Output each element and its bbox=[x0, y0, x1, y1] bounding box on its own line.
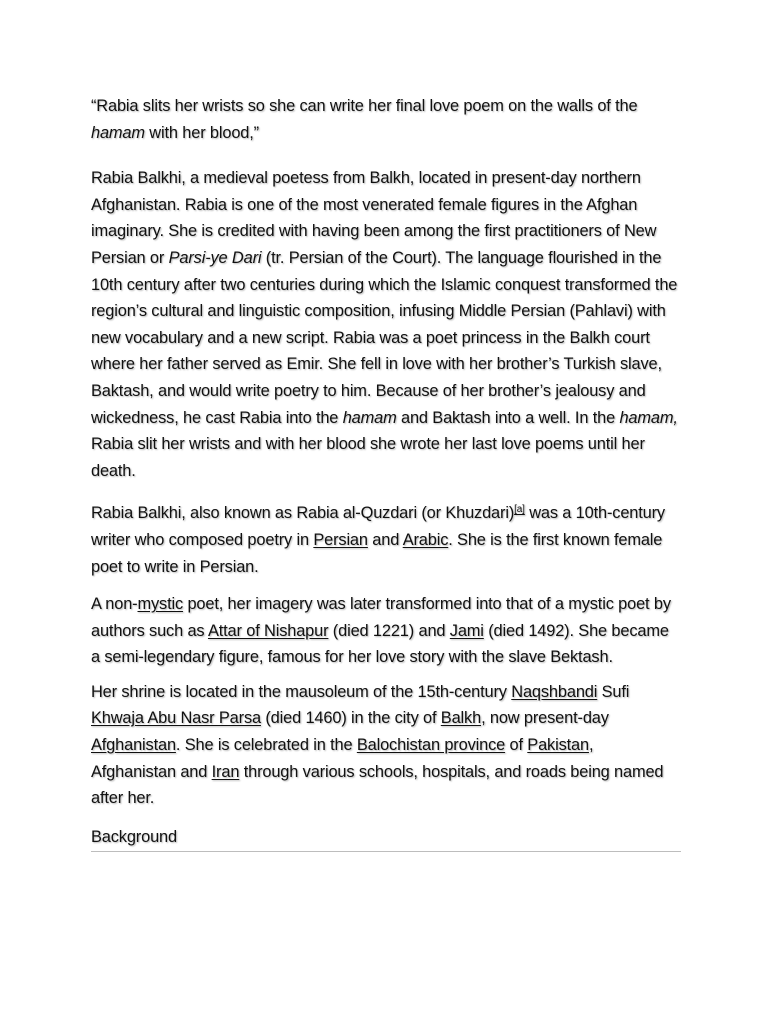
paragraph-text: Her shrine is located in the mausoleum of the 15th-century bbox=[91, 682, 512, 701]
section-heading-background: Background bbox=[91, 827, 177, 846]
link-mystic[interactable]: mystic bbox=[137, 595, 184, 614]
link-pakistan[interactable]: Pakistan bbox=[527, 736, 589, 755]
emphasis-hamam: hamam, bbox=[619, 408, 678, 427]
paragraph-text: poet, her imagery was later transformed into that of a mystic poet by authors such as bbox=[91, 595, 671, 640]
paragraph-text: through various schools, hospitals, and roads being named after her. bbox=[91, 762, 664, 808]
link-afghanistan[interactable]: Afghanistan bbox=[91, 736, 176, 755]
link-attar-of-nishapur[interactable]: Attar of Nishapur bbox=[207, 621, 329, 640]
paragraph-text: (tr. Persian of the Court). The language flourished in the 10th century after two centuries during which the Islamic conquest transformed the region’s cultural and linguistic composition, infusing Middle Persian (Pahlavi) with new vocabulary and a new script. Rabia was a poet princess in the Balkh court where her father served as Emir. She fell in love with her brother’s Turkish slave, Baktash, and would write poetry to him. Because of her brother’s jealousy and wickedness, he cast Rabia into the bbox=[91, 248, 678, 427]
paragraph-text: , now present-day bbox=[481, 709, 609, 728]
opening-quote bbox=[91, 93, 681, 146]
paragraph-mystic bbox=[91, 591, 681, 671]
quote-text-end: with her blood,” bbox=[144, 123, 259, 142]
link-iran[interactable]: Iran bbox=[211, 762, 240, 781]
emphasis-parsi-ye-dari: Parsi-ye Dari bbox=[168, 248, 262, 267]
paragraph-text: (died 1492). She became a semi-legendary figure, famous for her love story with the slave Bektash. bbox=[91, 621, 669, 667]
paragraph-text: Sufi bbox=[597, 682, 630, 701]
link-naqshbandi[interactable]: Naqshbandi bbox=[511, 682, 598, 701]
paragraph-text: Rabia Balkhi, also known as Rabia al-Quzdari (or Khuzdari) bbox=[91, 504, 515, 523]
section-divider bbox=[91, 851, 681, 852]
paragraph-text: , Afghanistan and bbox=[91, 736, 594, 781]
document-page bbox=[91, 93, 681, 852]
footnote-link-a[interactable]: [a] bbox=[514, 504, 525, 516]
paragraph-text: was a 10th-century writer who composed poetry in bbox=[91, 504, 665, 549]
paragraph-text: of bbox=[505, 736, 528, 755]
emphasis-hamam: hamam bbox=[342, 408, 397, 427]
quote-text: “Rabia slits her wrists so she can write her final love poem on the walls of the bbox=[91, 97, 638, 115]
paragraph-text: and bbox=[367, 530, 403, 549]
quote-emphasis-hamam: hamam bbox=[91, 123, 145, 142]
paragraph-text: (died 1460) in the city of bbox=[260, 709, 441, 728]
paragraph-text: (died 1221) and bbox=[328, 621, 450, 640]
paragraph-text: . She is the first known female poet to write in Persian. bbox=[91, 530, 663, 576]
paragraph-shrine bbox=[91, 679, 681, 812]
link-arabic[interactable]: Arabic bbox=[402, 530, 449, 549]
paragraph-text: Rabia slit her wrists and with her blood she wrote her last love poems until her death. bbox=[91, 435, 645, 480]
paragraph-intro bbox=[91, 165, 681, 484]
link-balkh[interactable]: Balkh bbox=[440, 709, 482, 728]
paragraph-text: A non- bbox=[91, 595, 138, 614]
paragraph-text: and Baktash into a well. In the bbox=[396, 408, 620, 427]
link-jami[interactable]: Jami bbox=[449, 621, 484, 640]
link-khwaja-abu-nasr-parsa[interactable]: Khwaja Abu Nasr Parsa bbox=[91, 709, 261, 728]
link-persian[interactable]: Persian bbox=[313, 530, 368, 549]
paragraph-also-known-as bbox=[91, 500, 681, 580]
paragraph-text: Rabia Balkhi, a medieval poetess from Balkh, located in present-day northern Afghanistan. Rabia is one of the most venerated female figures in the Afghan imaginary. She is credited with having been among the first practitioners of New Persian or bbox=[91, 169, 657, 267]
link-balochistan-province[interactable]: Balochistan province bbox=[356, 736, 506, 755]
paragraph-text: . She is celebrated in the bbox=[175, 736, 357, 755]
